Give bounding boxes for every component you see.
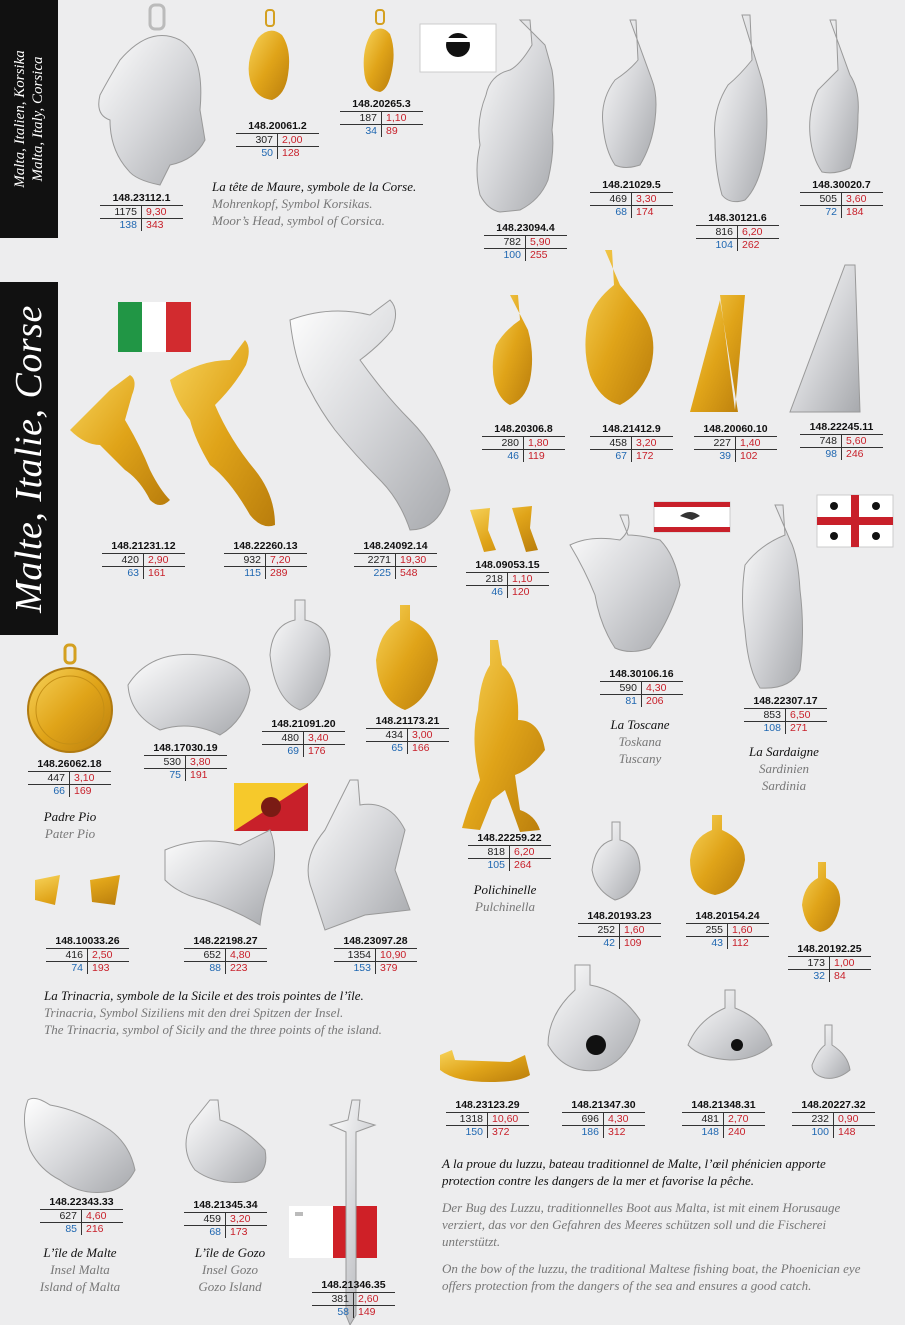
product-label [788,943,871,982]
mask-pendant-silver-small [592,822,640,900]
product-weight: 481 [682,1113,724,1126]
product-code: 148.10033.26 [55,935,120,947]
product-price: 4,80 [226,949,268,962]
italy-pendant-small [70,375,170,505]
corsica-pendant-3 [715,15,767,202]
product-ref: 32 [788,970,830,983]
corsica-gold-pendant-2 [585,250,653,405]
product-label [744,695,827,734]
product-ref: 88 [184,962,226,975]
product-ref: 68 [184,1226,226,1239]
product-weight: 187 [340,112,382,125]
product-price: 19,30 [396,554,438,567]
product-price: 1,10 [508,573,550,586]
product-code: 148.22259.22 [477,832,542,844]
caption-en: Island of Malta [39,1279,121,1294]
sicily-flag [234,783,308,831]
product-price: 2,90 [144,554,186,567]
caption-trinacria [44,987,382,1038]
product-ref: 46 [466,586,508,599]
product-price: 3,00 [408,729,450,742]
product-price: 3,20 [226,1213,268,1226]
caption-de: Insel Gozo [202,1262,258,1277]
product-price: 4,30 [604,1113,646,1126]
product-value: 184 [846,206,864,218]
product-value: 343 [146,219,164,231]
product-weight: 173 [788,957,830,970]
italy-flag [118,302,191,352]
product-label [578,910,661,949]
product-value: 191 [190,769,208,781]
product-ref: 69 [262,745,304,758]
product-ref: 186 [562,1126,604,1139]
product-price: 2,60 [354,1293,396,1306]
product-code: 148.20193.23 [587,910,652,922]
product-label [696,212,779,251]
product-weight: 853 [744,709,786,722]
product-label [800,179,883,218]
product-weight: 218 [466,573,508,586]
product-label [590,423,673,462]
product-ref: 42 [578,937,620,950]
product-price: 1,00 [830,957,872,970]
product-code: 148.22260.13 [233,540,298,552]
caption-padre-pio [20,808,120,842]
product-label [446,1099,529,1138]
caption-de: Pater Pio [44,826,96,841]
product-value: 193 [92,962,110,974]
sardinia-pendant [743,505,803,688]
mask-pendant-gold-basket [690,815,745,895]
product-weight: 1175 [100,206,142,219]
product-price: 9,30 [142,206,184,219]
product-weight: 932 [224,554,266,567]
caption-fr: La tête de Maure, symbole de la Corse. [212,179,417,194]
product-price: 6,20 [510,846,552,859]
product-code: 148.30106.16 [609,668,674,680]
caption-de: Insel Malta [50,1262,110,1277]
product-label [366,715,449,754]
product-value: 206 [646,695,664,707]
product-ref: 105 [468,859,510,872]
product-label [466,559,549,598]
product-label [484,222,567,261]
product-value: 223 [230,962,248,974]
product-label [340,98,423,137]
product-ref: 74 [46,962,88,975]
product-price: 3,20 [632,437,674,450]
product-value: 161 [148,567,166,579]
product-code: 148.21029.5 [602,179,661,191]
product-weight: 2271 [354,554,396,567]
caption-pulcinella [455,881,555,915]
trinacria-pendant [308,780,410,930]
product-code: 148.22343.33 [49,1196,114,1208]
tab-line-de: Malta, Italien, Korsika [12,50,28,188]
product-price: 1,10 [382,112,424,125]
caption-en: Gozo Island [198,1279,262,1294]
triangle-pendant-gold [690,295,745,412]
caption-fr: La Toscane [610,717,670,732]
product-value: 264 [514,859,532,871]
product-code: 148.23097.28 [343,935,408,947]
gozo-island-pendant [186,1100,266,1183]
trinacria-earrings [35,875,120,905]
product-weight: 280 [482,437,524,450]
product-value: 216 [86,1223,104,1235]
product-label [468,832,551,871]
product-value: 109 [624,937,642,949]
product-ref: 108 [744,722,786,735]
product-weight: 469 [590,193,632,206]
carnival-mask-silver [128,654,250,735]
product-weight: 447 [28,772,70,785]
pulcinella-pendant [462,640,545,832]
caption-de: Pulchinella [475,899,535,914]
product-price: 10,60 [488,1113,530,1126]
product-code: 148.21347.30 [571,1099,636,1111]
product-label [262,718,345,757]
product-weight: 590 [600,682,642,695]
product-weight: 381 [312,1293,354,1306]
product-price: 1,60 [620,924,662,937]
product-ref: 58 [312,1306,354,1319]
product-price: 3,10 [70,772,112,785]
product-weight: 232 [792,1113,834,1126]
product-value: 166 [412,742,430,754]
malta-island-pendant [24,1098,135,1192]
caption-de: Trinacria, Symbol Siziliens mit den drei Spitzen der Insel. [44,1005,344,1020]
product-label [40,1196,123,1235]
product-ref: 39 [694,450,736,463]
product-code: 148.21091.20 [271,718,336,730]
product-weight: 627 [40,1210,82,1223]
product-value: 84 [834,970,846,982]
product-value: 312 [608,1126,626,1138]
product-price: 1,80 [524,437,566,450]
sicily-map-pendant [165,830,275,925]
product-code: 148.21346.35 [321,1279,386,1291]
product-label [682,1099,765,1138]
product-weight: 458 [590,437,632,450]
product-label [312,1279,395,1318]
product-label [686,910,769,949]
product-weight: 782 [484,236,526,249]
product-ref: 43 [686,937,728,950]
product-ref: 50 [236,147,278,160]
product-price: 3,80 [186,756,228,769]
malta-flag [289,1206,377,1258]
product-weight: 505 [800,193,842,206]
product-value: 148 [838,1126,856,1138]
product-ref: 85 [40,1223,82,1236]
product-weight: 420 [102,554,144,567]
product-ref: 225 [354,567,396,580]
product-weight: 816 [696,226,738,239]
product-weight: 652 [184,949,226,962]
product-weight: 307 [236,134,278,147]
product-weight: 818 [468,846,510,859]
product-label [562,1099,645,1138]
product-value: 548 [400,567,418,579]
product-code: 148.20192.25 [797,943,862,955]
product-ref: 66 [28,785,70,798]
product-value: 102 [740,450,758,462]
caption-de: Der Bug des Luzzu, traditionnelles Boot aus Malta, ist mit einem Horusauge verziert, das vor den Gefahren des Meeres schützen soll und die Fischerei unterstützt. [442,1200,841,1249]
theatre-mask-silver [270,600,330,710]
caption-en: Sardinia [761,778,807,793]
product-value: 120 [512,586,530,598]
product-label [600,668,683,707]
product-ref: 81 [600,695,642,708]
moor-head-pendant-tiny [364,10,394,92]
product-code: 148.26062.18 [37,758,102,770]
product-ref: 98 [800,448,842,461]
product-price: 6,50 [786,709,828,722]
caption-en: Tuscany [618,751,662,766]
caption-de: Mohrenkopf, Symbol Korsikas. [212,196,373,211]
product-ref: 75 [144,769,186,782]
caption-gozo [180,1244,280,1295]
product-code: 148.21412.9 [602,423,661,435]
product-price: 1,40 [736,437,778,450]
product-code: 148.22198.27 [193,935,258,947]
product-ref: 46 [482,450,524,463]
product-code: 148.21348.31 [691,1099,756,1111]
product-label [28,758,111,797]
product-weight: 252 [578,924,620,937]
product-value: 112 [732,937,749,949]
product-weight: 416 [46,949,88,962]
product-weight: 530 [144,756,186,769]
horus-eye-pendant-medium [688,990,772,1060]
product-code: 148.23123.29 [455,1099,520,1111]
product-label [334,935,417,974]
italy-earrings [470,506,538,552]
product-code: 148.20061.2 [248,120,307,132]
product-label [184,935,267,974]
italy-pendant-large [290,300,450,530]
product-price: 1,60 [728,924,770,937]
product-ref: 68 [590,206,632,219]
product-ref: 104 [696,239,738,252]
product-value: 172 [636,450,654,462]
triangle-pendant-silver [790,265,860,412]
product-code: 148.24092.14 [363,540,428,552]
caption-fr: L’île de Malte [43,1245,117,1260]
caption-de: Sardinien [758,761,810,776]
product-code: 148.23094.4 [496,222,555,234]
corsica-gold-pendant-1 [493,295,532,405]
product-label [590,179,673,218]
product-code: 148.30121.6 [708,212,767,224]
product-label [236,120,319,159]
product-price: 2,50 [88,949,130,962]
section-title: Malte, Italie, Corse [8,304,50,613]
caption-en: The Trinacria, symbol of Sicily and the three points of the island. [44,1022,382,1037]
product-code: 148.21345.34 [193,1199,258,1211]
product-weight: 1318 [446,1113,488,1126]
horus-eye-pendant-small [812,1025,850,1078]
product-price: 4,30 [642,682,684,695]
product-code: 148.23112.1 [112,192,171,204]
theatre-mask-gold [376,605,438,710]
corsica-pendant-4 [810,20,859,173]
product-value: 240 [728,1126,746,1138]
product-value: 255 [530,249,548,261]
product-code: 148.20227.32 [801,1099,866,1111]
caption-moor-head [212,178,416,229]
product-ref: 138 [100,219,142,232]
product-ref: 65 [366,742,408,755]
caption-fr: L’île de Gozo [194,1245,266,1260]
product-label [354,540,437,579]
product-code: 148.21231.12 [111,540,176,552]
caption-de: Toskana [618,734,662,749]
tab-line-en: Malta, Italy, Corsica [30,56,46,182]
product-ref: 72 [800,206,842,219]
product-price: 4,60 [82,1210,124,1223]
product-value: 149 [358,1306,376,1318]
luzzu-boat-pendant [440,1050,530,1082]
eye-pupil-large [586,1035,606,1055]
product-label [184,1199,267,1238]
corsica-flag [420,24,496,72]
caption-en: Moor’s Head, symbol of Corsica. [212,213,385,228]
product-code: 148.09053.15 [475,559,540,571]
product-value: 169 [74,785,92,797]
product-label [224,540,307,579]
product-weight: 696 [562,1113,604,1126]
product-value: 289 [270,567,288,579]
product-price: 0,90 [834,1113,876,1126]
product-ref: 150 [446,1126,488,1139]
product-weight: 1354 [334,949,376,962]
moor-head-pendant-gold [249,10,290,100]
product-label [144,742,227,781]
product-label [102,540,185,579]
product-price: 2,00 [278,134,320,147]
tuscany-flag [654,502,730,532]
product-price: 6,20 [738,226,780,239]
product-value: 176 [308,745,326,757]
product-label [800,421,883,460]
product-label [482,423,565,462]
product-ref: 67 [590,450,632,463]
product-label [100,192,183,231]
caption-fr: A la proue du luzzu, bateau traditionnel de Malte, l’œil phénicien apporte protection contre les dangers de la mer et favorise la pêche. [442,1156,826,1188]
product-ref: 153 [334,962,376,975]
sardinia-flag [817,495,893,547]
caption-sardinia [724,743,844,794]
product-code: 148.20306.8 [494,423,553,435]
product-value: 372 [492,1126,510,1138]
caption-fr: Polichinelle [473,882,537,897]
caption-luzzu [442,1155,867,1294]
moor-head-pendant-large [99,5,205,185]
product-price: 5,90 [526,236,568,249]
product-ref: 148 [682,1126,724,1139]
product-label [792,1099,875,1138]
caption-tuscany [580,716,700,767]
product-label [46,935,129,974]
padre-pio-medal [28,645,112,752]
product-code: 148.30020.7 [812,179,871,191]
product-weight: 255 [686,924,728,937]
product-price: 3,30 [632,193,674,206]
product-value: 174 [636,206,654,218]
caption-en: On the bow of the luzzu, the traditional Maltese fishing boat, the Phoenician eye offers protection from the dangers of the sea and ensures a good catch. [442,1261,861,1293]
product-label [694,423,777,462]
caption-fr: La Trinacria, symbole de la Sicile et des trois pointes de l’île. [44,988,364,1003]
product-weight: 459 [184,1213,226,1226]
product-code: 148.17030.19 [153,742,218,754]
product-price: 3,60 [842,193,884,206]
product-weight: 434 [366,729,408,742]
italy-pendant-medium [170,340,275,526]
product-value: 128 [282,147,300,159]
caption-fr: Padre Pio [43,809,97,824]
horus-eye-pendant-large [548,965,640,1071]
product-ref: 63 [102,567,144,580]
product-ref: 100 [792,1126,834,1139]
product-price: 5,60 [842,435,884,448]
product-code: 148.20265.3 [352,98,411,110]
mask-pendant-gold-small [802,862,840,932]
product-weight: 748 [800,435,842,448]
product-value: 173 [230,1226,248,1238]
product-weight: 227 [694,437,736,450]
product-code: 148.22245.11 [809,421,874,433]
product-value: 262 [742,239,760,251]
product-ref: 100 [484,249,526,262]
product-code: 148.20060.10 [703,423,768,435]
product-value: 89 [386,125,398,137]
product-weight: 480 [262,732,304,745]
product-price: 7,20 [266,554,308,567]
product-code: 148.20154.24 [695,910,760,922]
product-value: 246 [846,448,864,460]
product-value: 271 [790,722,808,734]
product-ref: 34 [340,125,382,138]
caption-malta [30,1244,130,1295]
eye-pupil-medium [731,1039,743,1051]
product-price: 10,90 [376,949,418,962]
product-price: 2,70 [724,1113,766,1126]
product-ref: 115 [224,567,266,580]
corsica-pendant-2 [603,20,657,168]
product-code: 148.22307.17 [753,695,818,707]
caption-fr: La Sardaigne [749,744,819,759]
tuscany-pendant [570,515,680,652]
product-value: 379 [380,962,398,974]
product-price: 3,40 [304,732,346,745]
product-value: 119 [528,450,545,462]
product-code: 148.21173.21 [375,715,440,727]
